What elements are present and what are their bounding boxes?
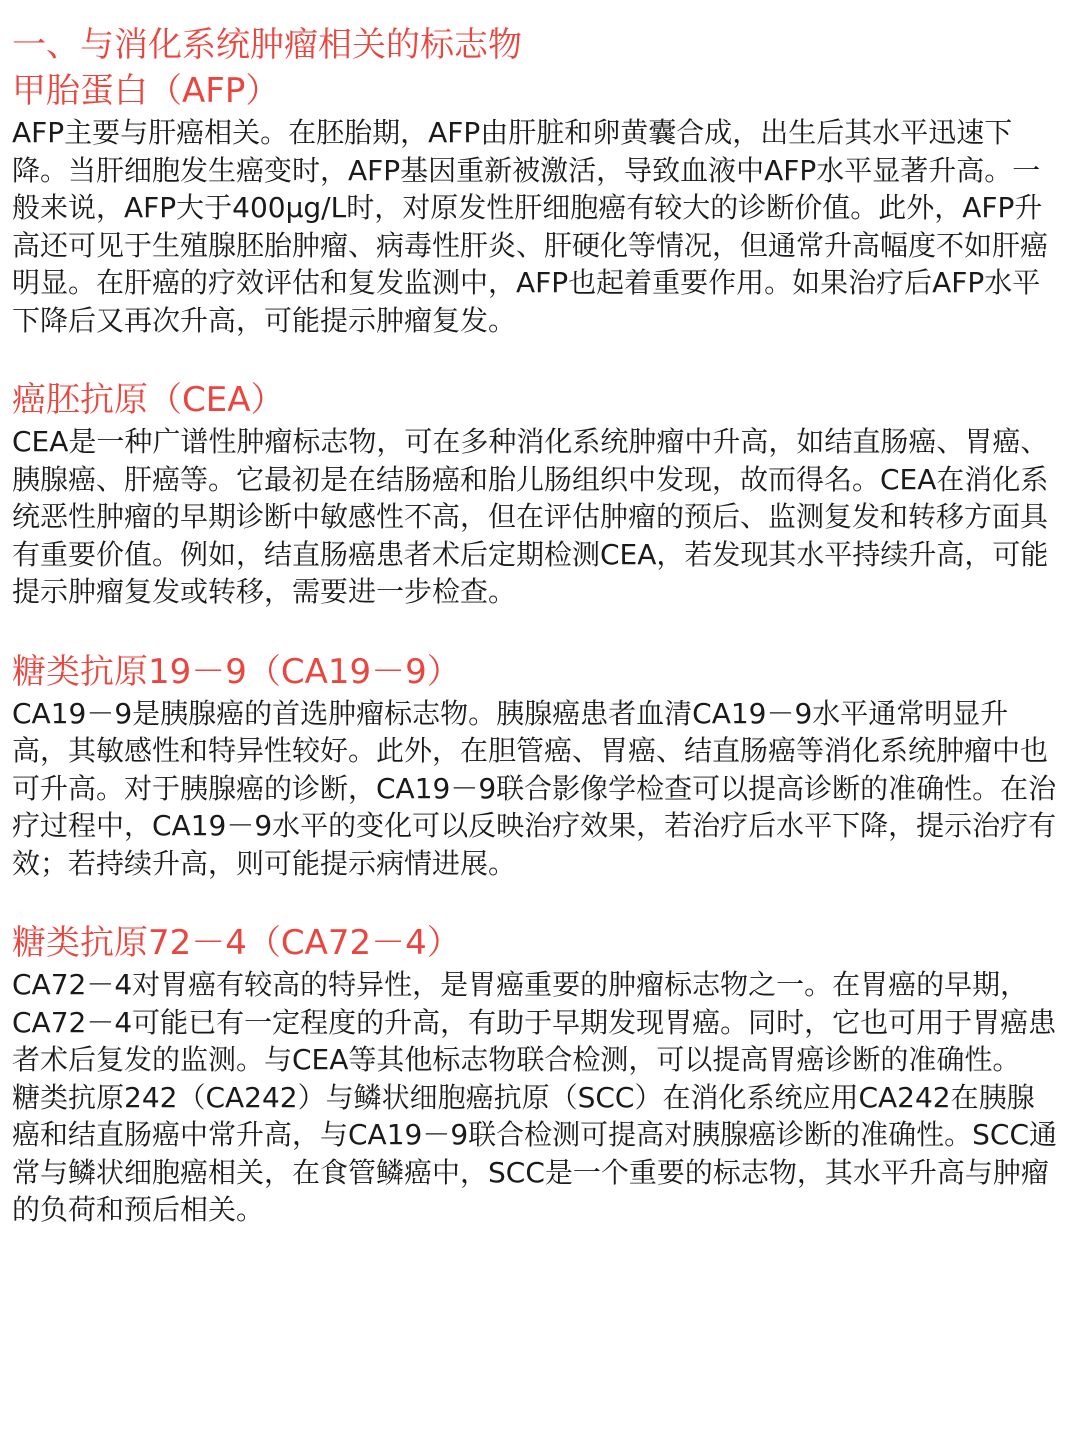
document-page [12, 22, 1062, 1229]
paragraph-ca242-scc: 糖类抗原242（CA242）与鳞状细胞癌抗原（SCC）在消化系统应用CA242在胰腺癌和结直肠癌中常升高，与CA19－9联合检测可提高对胰腺癌诊断的准确性。SCC通常与鳞状细胞癌相关，在食管鳞癌中，SCC是一个重要的标志物，其水平升高与肿瘤的负荷和预后相关。 [12, 1080, 1058, 1226]
section-ca72-4 [12, 920, 1062, 1229]
paragraph-afp: AFP主要与肝癌相关。在胚胎期，AFP由肝脏和卵黄囊合成，出生后其水平迅速下降。当肝细胞发生癌变时，AFP基因重新被激活，导致血液中AFP水平显著升高。一般来说，AFP大于400μg/L时，对原发性肝细胞癌有较大的诊断价值。此外，AFP升高还可见于生殖腺胚胎肿瘤、病毒性肝炎、肝硬化等情况，但通常升高幅度不如肝癌明显。在肝癌的疗效评估和复发监测中，AFP也起着重要作用。如果治疗后AFP水平下降后又再次升高，可能提示肿瘤复发。 [12, 116, 1049, 337]
paragraph-cea: CEA是一种广谱性肿瘤标志物，可在多种消化系统肿瘤中升高，如结直肠癌、胃癌、胰腺癌、肝癌等。它最初是在结肠癌和胎儿肠组织中发现，故而得名。CEA在消化系统恶性肿瘤的早期诊断中敏感性不高，但在评估肿瘤的预后、监测复发和转移方面具有重要价值。例如，结直肠癌患者术后定期检测CEA，若发现其水平持续升高，可能提示肿瘤复发或转移，需要进一步检查。 [12, 425, 1049, 608]
section-cea [12, 377, 1062, 611]
section-spacer [12, 611, 1062, 649]
section-heading-ca19-9: 糖类抗原19－9（CA19－9） [12, 651, 461, 692]
section-spacer [12, 339, 1062, 377]
section-spacer [12, 882, 1062, 920]
paragraph-ca72-4: CA72－4对胃癌有较高的特异性，是胃癌重要的肿瘤标志物之一。在胃癌的早期，CA72－4可能已有一定程度的升高，有助于早期发现胃癌。同时，它也可用于胃癌患者术后复发的监测。与CEA等其他标志物联合检测，可以提高胃癌诊断的准确性。 [12, 968, 1057, 1076]
section-heading-ca72-4: 糖类抗原72－4（CA72－4） [12, 923, 461, 963]
paragraph-ca19-9: CA19－9是胰腺癌的首选肿瘤标志物。胰腺癌患者血清CA19－9水平通常明显升高，其敏感性和特异性较好。此外，在胆管癌、胃癌、结直肠癌等消化系统肿瘤中也可升高。对于胰腺癌的诊断，CA19－9联合影像学检查可以提高诊断的准确性。在治疗过程中，CA19－9水平的变化可以反映治疗效果，若治疗后水平下降，提示治疗有效；若持续升高，则可能提示病情进展。 [12, 696, 1057, 880]
section-heading-cea: 癌胚抗原（CEA） [12, 380, 285, 420]
section-afp [12, 68, 1062, 339]
section-heading-afp: 甲胎蛋白（AFP） [12, 71, 280, 111]
section-ca19-9 [12, 649, 1062, 883]
main-title: 一、与消化系统肿瘤相关的标志物 [12, 25, 522, 65]
